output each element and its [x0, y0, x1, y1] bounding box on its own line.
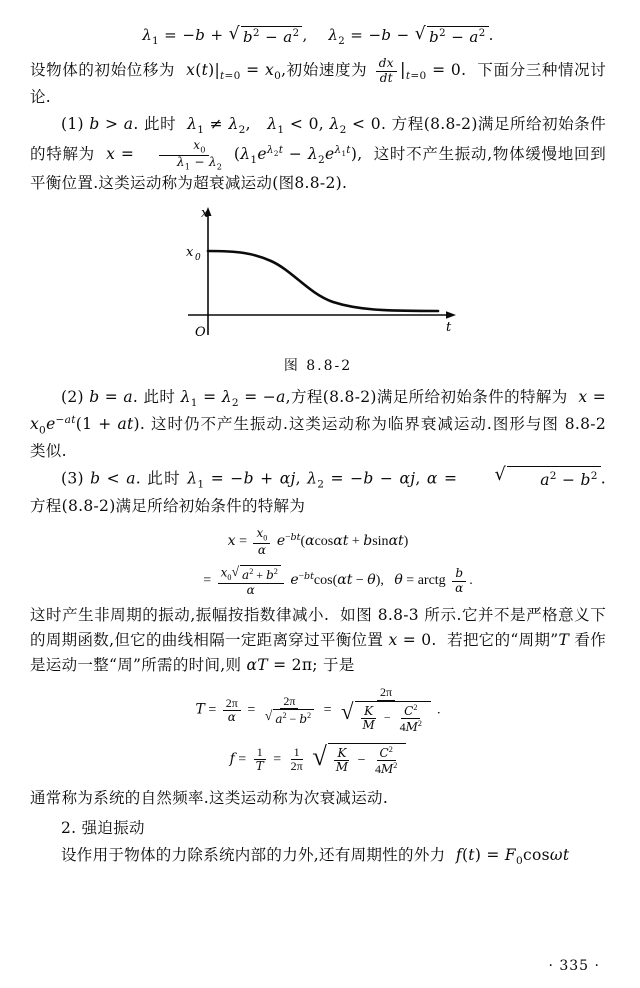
- x-axis-arrow: [446, 311, 456, 318]
- paragraph-case-2: (2) b = a. 此时 $\lambda_1 = \lambda_2 = -a$,方程(8.8-2)满足所给初始条件的特解为 $x = x_0e^{-at}(1 + at)$. 这时仍不产生振动.这类运动称为临界衰减运动.图形与图 8.8-2 类似.: [30, 387, 607, 461]
- x0-label: x: [186, 244, 194, 260]
- paragraph-case-1: (1) b > a. 此时 $\lambda_1 \ne \lambda_2$, $\lambda_1 < 0$, $\lambda_2 < 0$. 方程(8.8-2)满足所给初始条件的特解为 x = $\frac{x_0}{\lambda_1 - \lambda_2}$ $(\lambda_1e^{\lambda_2t} - \lambda_2e^{\lambda_1t})$, 这时不产生振动,物体缓慢地回到平衡位置.这类运动称为超衰减运动(图8.8-2).: [30, 115, 607, 193]
- equation-period: T = $\frac{2\pi}{\alpha}$ = 2π √ $a^2 - b^2$ = 2π √ $\frac{K}{M}$ − $\frac{C^2}{4M^2}$ .: [195, 685, 441, 735]
- origin-label: O: [195, 324, 206, 340]
- paragraph-forced-vibration: 设作用于物体的力除系统内部的力外,还有周期性的外力 $f(t) = F_0\cos\omega t$: [61, 845, 570, 867]
- page-number: · 335 ·: [548, 958, 600, 974]
- svg-text:0: 0: [195, 252, 201, 263]
- decay-curve: [208, 251, 438, 311]
- paragraph-case-3: (3) b < a. 此时 $\lambda_1 = -b + \alpha j$, $\lambda_2 = -b - \alpha j$, α = √ $a^2 - b^2$ . 方程(8.8-2)满足所给初始条件的特解为: [30, 464, 606, 516]
- equation-case3-line2: = $x_0$ √ $a^2 + b^2$ α $e^{-bt}\cos(\alpha t - \theta)$, θ = arctg $\frac{b}{\alpha}$ .: [203, 564, 473, 597]
- equation-frequency: f = $\frac{1}{T}$ = $\frac{1}{2\pi}$ √ $\frac{K}{M}$ − $\frac{C^2}{4M^2}$: [30, 743, 606, 777]
- decay-curve-plot: [168, 203, 468, 353]
- figure-caption: 图 8.8-2: [283, 357, 353, 374]
- equation-case3-line1: x = $\frac{x_0}{\alpha}$ $e^{-bt}(\alpha\cos\alpha t + bsin\alpha t)$: [227, 526, 409, 557]
- figure-8-8-2: [30, 203, 606, 353]
- paragraph-initial-conditions: 设物体的初始位移为 $x(t)|_{t=0} = x_0$,初始速度为 $\frac{dx}{dt}$ $|_{t=0} = 0$. 下面分三种情况讨论.: [30, 56, 607, 107]
- y-axis-label: x: [201, 205, 209, 221]
- x-axis-label: t: [446, 319, 452, 335]
- section-title-forced-vibration: 2. 强迫振动: [61, 818, 145, 837]
- equation-roots: $\lambda_1 = -b$ + √ $b^2 - a^2$ , $\lambda_2 = -b$ − √ $b^2 - a^2$ .: [142, 24, 494, 47]
- paragraph-non-periodic: 这时产生非周期的振动,振幅按指数律减小. 如图 8.8-3 所示.它并不是严格意义下的周期函数,但它的曲线相隔一定距离穿过平衡位置 x = 0. 若把它的“周期”T 看作是运动一整“周”所需的时间,则 αT = 2π; 于是: [30, 605, 606, 675]
- paragraph-natural-frequency: 通常称为系统的自然频率.这类运动称为次衰减运动.: [30, 789, 389, 808]
